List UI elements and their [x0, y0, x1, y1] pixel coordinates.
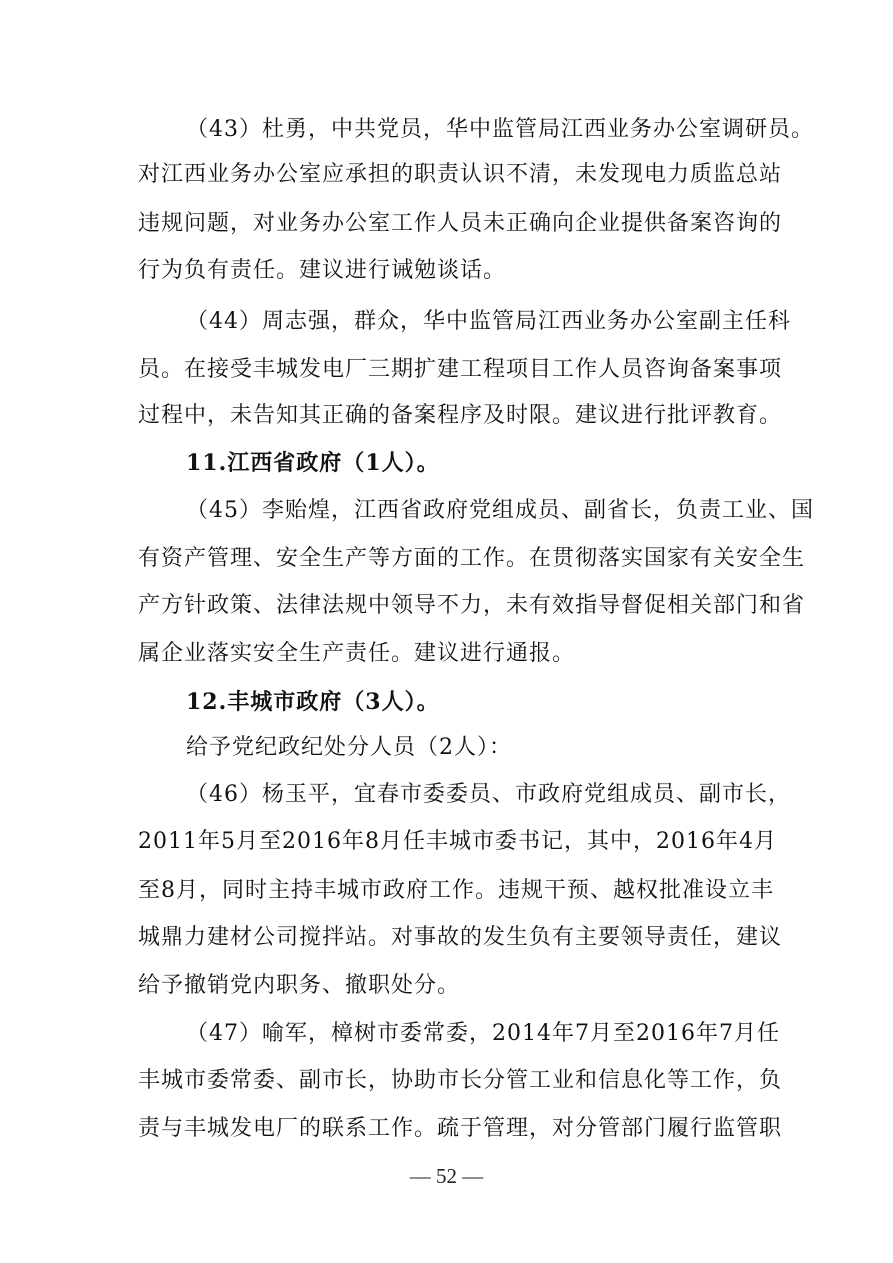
paragraph-43-line-2: 对江西业务办公室应承担的职责认识不清，未发现电力质监总站	[138, 162, 783, 187]
paragraph-44-line-2: 员。在接受丰城发电厂三期扩建工程项目工作人员咨询备案事项	[138, 357, 783, 382]
paragraph-43-line-3: 违规问题，对业务办公室工作人员未正确向企业提供备案咨询的	[138, 211, 783, 236]
paragraph-44-line-3: 过程中，未告知其正确的备案程序及时限。建议进行批评教育。	[138, 403, 783, 428]
paragraph-45-line-3: 产方针政策、法律法规中领导不力，未有效指导督促相关部门和省	[138, 593, 806, 618]
paragraph-46-line-2: 2011年5月至2016年8月任丰城市委书记，其中，2016年4月	[138, 829, 777, 854]
section-heading-11: 11.江西省政府（1人）。	[186, 450, 440, 476]
paragraph-46-line-3: 至8月，同时主持丰城市政府工作。违规干预、越权批准设立丰	[138, 878, 774, 903]
section-heading-12: 12.丰城市政府（3人）。	[186, 689, 440, 715]
page-number: — 52 —	[409, 1164, 484, 1188]
paragraph-47-line-2: 丰城市委常委、副市长，协助市长分管工业和信息化等工作，负	[138, 1068, 783, 1093]
paragraph-47-line-1: （47）喻军，樟树市委常委，2014年7月至2016年7月任	[186, 1021, 780, 1046]
paragraph-45-line-4: 属企业落实安全生产责任。建议进行通报。	[138, 641, 576, 666]
subheading-disciplinary-sanctions: 给予党纪政纪处分人员（2人）：	[186, 735, 512, 760]
paragraph-46-line-1: （46）杨玉平，宜春市委委员、市政府党组成员、副市长，	[186, 782, 791, 807]
paragraph-46-line-4: 城鼎力建材公司搅拌站。对事故的发生负有主要领导责任，建议	[138, 925, 783, 950]
paragraph-45-line-2: 有资产管理、安全生产等方面的工作。在贯彻落实国家有关安全生	[138, 546, 806, 571]
paragraph-45-line-1: （45）李贻煌，江西省政府党组成员、副省长，负责工业、国	[186, 498, 814, 523]
paragraph-44-line-1: （44）周志强，群众，华中监管局江西业务办公室副主任科	[186, 309, 791, 334]
paragraph-47-line-3: 责与丰城发电厂的联系工作。疏于管理，对分管部门履行监管职	[138, 1116, 783, 1141]
paragraph-43-line-4: 行为负有责任。建议进行诫勉谈话。	[138, 258, 507, 283]
paragraph-46-line-5: 给予撤销党内职务、撤职处分。	[138, 973, 461, 998]
paragraph-43-line-1: （43）杜勇，中共党员，华中监管局江西业务办公室调研员。	[186, 117, 814, 142]
